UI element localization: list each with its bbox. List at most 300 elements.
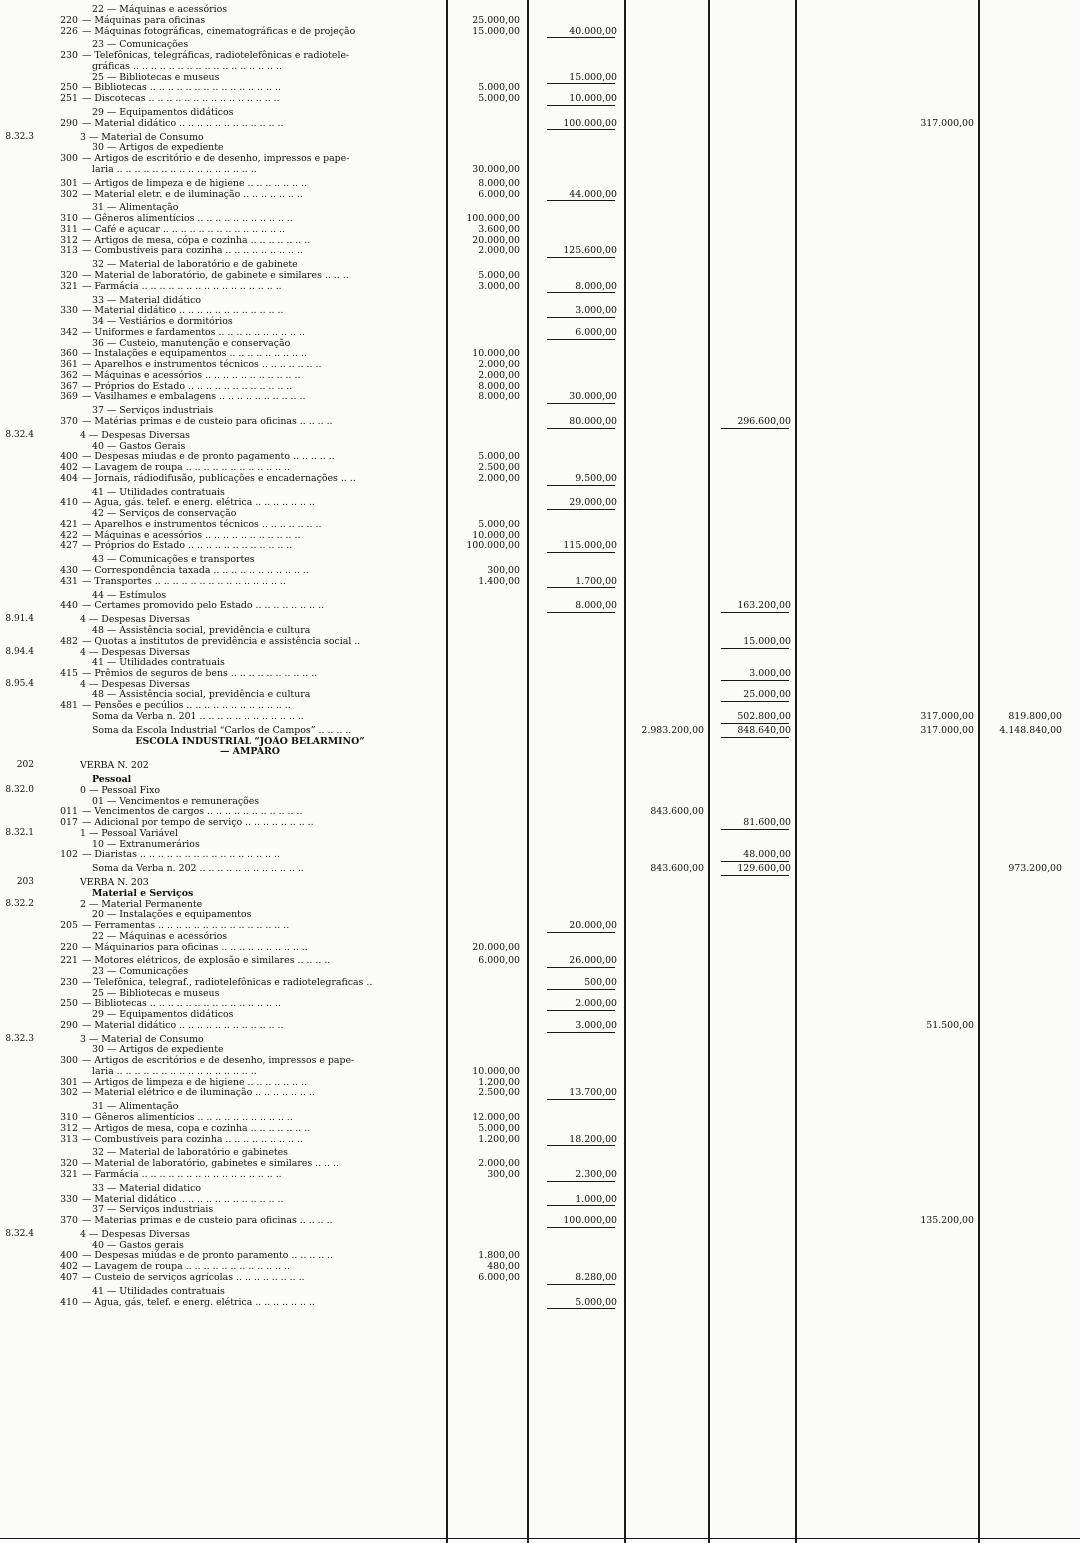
section-code: 8.32.0 <box>5 784 34 795</box>
ledger-row <box>0 679 1080 690</box>
ledger-row <box>0 998 1080 1009</box>
subtotal-rule <box>547 485 615 486</box>
item-amount: 300,00 <box>487 1168 520 1180</box>
ledger-row <box>0 1101 1080 1112</box>
ledger-row <box>0 636 1080 647</box>
ledger-row <box>0 1112 1080 1123</box>
item-code: 017 <box>60 817 78 828</box>
ledger-row <box>0 132 1080 143</box>
ledger-row <box>0 1240 1080 1251</box>
item-label: 37 — Serviços industriais <box>92 405 214 417</box>
item-amount: 10.000,00 <box>472 348 520 360</box>
ledger-row <box>0 1229 1080 1240</box>
item-label: 29 — Equipamentos didáticos <box>92 1009 234 1020</box>
item-amount: 10.000,00 <box>472 1065 520 1077</box>
ledger-row <box>0 1066 1080 1077</box>
item-label: 33 — Material didatico <box>92 1182 202 1194</box>
item-label: 10 — Extranumerários <box>92 838 200 850</box>
element-total: 3.000,00 <box>749 667 791 679</box>
group-subtotal: 100.000,00 <box>563 1215 617 1226</box>
item-code: 302 <box>60 1087 78 1099</box>
item-label: 33 — Material didático <box>92 294 202 306</box>
item-amount: 1.200,00 <box>478 1133 520 1145</box>
section-code: 8.91.4 <box>5 614 34 625</box>
subtotal-rule <box>547 1145 615 1146</box>
item-code: 320 <box>60 1158 78 1170</box>
group-subtotal: 10.000,00 <box>569 93 617 104</box>
ledger-row <box>0 473 1080 484</box>
item-label: — Agua, gás. telef. e energ. elétrica .. .. .. .. .. .. .. <box>82 497 315 509</box>
ledger-row <box>0 416 1080 427</box>
item-label: — Correspondência taxada .. .. .. .. .. .. .. .. .. .. .. <box>82 565 309 576</box>
group-subtotal: 30.000,00 <box>569 391 617 403</box>
group-subtotal: 3.000,00 <box>575 305 617 317</box>
item-label: 41 — Utilidades contratuais <box>92 657 225 669</box>
item-code: 321 <box>60 280 78 292</box>
item-label: — Próprios do Estado .. .. .. .. .. .. .. .. .. .. .. .. <box>82 540 293 552</box>
bottom-rule <box>0 1538 1080 1539</box>
item-label: 22 — Máquinas e acessórios <box>92 930 228 942</box>
item-code: 102 <box>60 849 78 861</box>
verba-total: 4.148.840,00 <box>999 724 1062 736</box>
ledger-row <box>0 508 1080 519</box>
item-amount: 5.000,00 <box>478 518 520 530</box>
ledger-row <box>0 736 1080 747</box>
ledger-row <box>0 1272 1080 1283</box>
item-amount: 6.000,00 <box>478 955 520 967</box>
section-code: 8.32.4 <box>5 1228 34 1239</box>
item-label: 4 — Despesas Diversas <box>80 678 190 690</box>
item-label: — Despesas miúdas e de pronto paramento .. .. .. .. .. <box>82 1250 334 1262</box>
ledger-row <box>0 920 1080 931</box>
ledger-row <box>0 1204 1080 1215</box>
group-subtotal: 115.000,00 <box>563 540 617 552</box>
ledger-row <box>0 590 1080 601</box>
item-amount: 8.000,00 <box>478 391 520 403</box>
item-code: 321 <box>60 1168 78 1180</box>
item-label: 4 — Despesas Diversas <box>80 429 190 441</box>
item-label: — Farmácia .. .. .. .. .. .. .. .. .. .. .. .. .. .. .. .. <box>82 280 282 292</box>
item-label: 31 — Alimentação <box>92 202 179 214</box>
material-total: 51.500,00 <box>926 1019 974 1031</box>
ledger-row <box>0 909 1080 920</box>
item-amount: 25.000,00 <box>472 14 520 26</box>
group-subtotal: 20.000,00 <box>569 920 617 931</box>
ledger-row <box>0 988 1080 999</box>
ledger-row <box>0 1034 1080 1045</box>
ledger-row <box>0 430 1080 441</box>
item-code: 301 <box>60 177 78 189</box>
ledger-row <box>0 213 1080 224</box>
item-label: — Máquinas fotográficas, cinematográficas e de projeção <box>82 25 356 37</box>
ledger-row <box>0 142 1080 153</box>
subtotal-rule <box>547 105 615 106</box>
item-code: 430 <box>60 565 78 576</box>
item-code: 301 <box>60 1076 78 1088</box>
item-label: Soma da Verba n. 202 .. .. .. .. .. .. .. .. .. .. .. .. <box>92 863 304 875</box>
ledger-row <box>0 774 1080 785</box>
item-code: 302 <box>60 188 78 200</box>
item-amount: 2.000,00 <box>478 1158 520 1170</box>
group-subtotal: 1.000,00 <box>575 1193 617 1205</box>
item-amount: 480,00 <box>487 1261 520 1273</box>
item-code: 250 <box>60 998 78 1010</box>
item-amount: 3.000,00 <box>478 280 520 292</box>
group-subtotal: 8.000,00 <box>575 600 617 612</box>
group-subtotal: 8.280,00 <box>575 1271 617 1283</box>
ledger-row <box>0 576 1080 587</box>
item-label: — Artigos de mesa, cópa e cozinha .. .. .. .. .. .. .. <box>82 234 311 246</box>
item-code: 404 <box>60 472 78 484</box>
ledger-row <box>0 725 1080 736</box>
ledger-row <box>0 451 1080 462</box>
ledger-row <box>0 50 1080 61</box>
item-label: 23 — Comunicações <box>92 39 189 51</box>
ledger-row <box>0 1169 1080 1180</box>
item-label: 29 — Equipamentos didáticos <box>92 107 234 118</box>
ledger-row <box>0 178 1080 189</box>
section-code: 8.95.4 <box>5 678 34 689</box>
item-amount: 5.000,00 <box>478 451 520 463</box>
item-label: — Lavagem de roupa .. .. .. .. .. .. .. .. .. .. .. .. <box>82 462 291 473</box>
item-label: — Diaristas .. .. .. .. .. .. .. .. .. .. .. .. .. .. .. .. <box>82 849 280 861</box>
item-code: 402 <box>60 1261 78 1273</box>
item-label: 48 — Assistência social, previdência e cultura <box>92 625 311 636</box>
item-amount: 5.000,00 <box>478 1122 520 1134</box>
ledger-row <box>0 828 1080 839</box>
ledger-row <box>0 370 1080 381</box>
group-subtotal: 2.300,00 <box>575 1168 617 1180</box>
ledger-row <box>0 863 1080 874</box>
item-code: 320 <box>60 270 78 281</box>
item-amount: 20.000,00 <box>472 941 520 953</box>
item-label: — Certames promovido pelo Estado .. .. .. .. .. .. .. .. <box>82 600 325 612</box>
item-code: 226 <box>60 25 78 37</box>
item-code: 481 <box>60 700 78 712</box>
item-label: — Água, gás, telef. e energ. elétrica .. .. .. .. .. .. .. <box>82 1296 315 1308</box>
pessoal-total: 843.600,00 <box>650 863 704 875</box>
item-label: 40 — Gastos Gerais <box>92 440 186 452</box>
item-label: 32 — Material de laboratório e de gabinete <box>92 259 298 271</box>
ledger-row <box>0 806 1080 817</box>
item-code: 407 <box>60 1271 78 1283</box>
ledger-row <box>0 839 1080 850</box>
item-label: — Custeio de serviços agrícolas .. .. .. .. .. .. .. .. <box>82 1271 305 1283</box>
element-total: 15.000,00 <box>743 635 791 647</box>
section-code: 8.32.3 <box>5 131 34 142</box>
item-label: ESCOLA INDUSTRIAL “JOÃO BELARMINO” <box>135 735 365 747</box>
item-code: 361 <box>60 359 78 370</box>
ledger-row <box>0 295 1080 306</box>
item-label: 3 — Material de Consumo <box>80 131 204 143</box>
group-subtotal: 1.700,00 <box>575 575 617 587</box>
item-label: — Motores elétricos, de explosão e similares .. .. .. .. <box>82 955 331 967</box>
item-code: 370 <box>60 415 78 427</box>
ledger-row <box>0 1134 1080 1145</box>
item-label: 25 — Bibliotecas e museus <box>92 71 220 83</box>
subtotal-rule <box>547 612 615 613</box>
item-amount: 20.000,00 <box>472 234 520 246</box>
item-label: — Material didático .. .. .. .. .. .. .. .. .. .. .. .. <box>82 1019 284 1031</box>
item-label: 44 — Estímulos <box>92 589 167 601</box>
item-code: 422 <box>60 529 78 541</box>
ledger-row <box>0 462 1080 473</box>
item-label: — AMPARO <box>220 746 280 758</box>
item-code: 410 <box>60 1296 78 1308</box>
item-amount: 5.000,00 <box>478 270 520 281</box>
ledger-row <box>0 796 1080 807</box>
item-amount: 6.000,00 <box>478 188 520 200</box>
section-code: 8.32.4 <box>5 429 34 440</box>
item-label: — Material de laboratório, gabinetes e similares .. .. .. <box>82 1158 339 1170</box>
item-amount: 2.000,00 <box>478 245 520 257</box>
item-label: — Material didático .. .. .. .. .. .. .. .. .. .. .. .. <box>82 117 284 129</box>
group-subtotal: 18.200,00 <box>569 1133 617 1145</box>
ledger-row <box>0 1044 1080 1055</box>
item-label: — Máquinas e acessórios .. .. .. .. .. .. .. .. .. .. .. <box>82 529 301 541</box>
element-total: 502.800,00 <box>737 710 791 722</box>
item-label: — Quotas a institutos de previdência e assistência social .. <box>82 635 361 647</box>
item-label: — Combustíveis para cozinha .. .. .. .. .. .. .. .. .. <box>82 1133 303 1145</box>
material-total: 317.000,00 <box>920 117 974 129</box>
item-label: — Aparelhos e instrumentos técnicos .. .. .. .. .. .. .. <box>82 359 322 370</box>
item-label: 1 — Pessoal Variável <box>80 827 178 839</box>
ledger-row <box>0 966 1080 977</box>
group-subtotal: 6.000,00 <box>575 326 617 338</box>
ledger-row <box>0 487 1080 498</box>
item-label: gráficas .. .. .. .. .. .. .. .. .. .. .. .. .. .. .. .. .. <box>92 60 282 72</box>
item-code: 482 <box>60 635 78 647</box>
item-amount: 5.000,00 <box>478 82 520 94</box>
item-label: — Matérias primas e de custeio para oficinas .. .. .. .. <box>82 415 333 427</box>
item-label: — Lavagem de roupa .. .. .. .. .. .. .. .. .. .. .. .. <box>82 1261 291 1273</box>
subtotal-rule <box>547 1284 615 1285</box>
item-label: Soma da Verba n. 201 .. .. .. .. .. .. .. .. .. .. .. .. <box>92 710 304 722</box>
ledger-row <box>0 565 1080 576</box>
item-label: VERBA N. 202 <box>80 760 149 772</box>
material-total: 317.000,00 <box>920 724 974 736</box>
subtotal-rule <box>547 200 615 201</box>
subtotal-rule <box>547 1181 615 1182</box>
ledger-row <box>0 1087 1080 1098</box>
subtotal-rule <box>547 1227 615 1228</box>
subtotal-rule <box>721 612 789 613</box>
ledger-row <box>0 888 1080 899</box>
item-code: 342 <box>60 326 78 338</box>
item-code: 290 <box>60 117 78 129</box>
item-label: — Telefônica, telegraf., radiotelefônicas e radiotelegraficas .. <box>82 976 373 988</box>
material-total: 135.200,00 <box>920 1215 974 1226</box>
ledger-row <box>0 540 1080 551</box>
subtotal-rule <box>721 428 789 429</box>
ledger-row <box>0 1183 1080 1194</box>
ledger-row <box>0 746 1080 757</box>
item-label: — Café e açucar .. .. .. .. .. .. .. .. .. .. .. .. .. .. <box>82 223 286 235</box>
group-subtotal: 40.000,00 <box>569 25 617 37</box>
item-label: — Prêmios de seguros de bens .. .. .. .. .. .. .. .. .. .. <box>82 667 318 679</box>
item-code: 369 <box>60 391 78 403</box>
ledger-row <box>0 849 1080 860</box>
item-amount: 8.000,00 <box>478 177 520 189</box>
group-subtotal: 29.000,00 <box>569 497 617 509</box>
subtotal-rule <box>547 292 615 293</box>
ledger-row <box>0 359 1080 370</box>
ledger-row <box>0 391 1080 402</box>
item-label: 3 — Material de Consumo <box>80 1033 204 1045</box>
item-code: 440 <box>60 600 78 612</box>
element-total: 81.600,00 <box>743 817 791 828</box>
ledger-row <box>0 1020 1080 1031</box>
item-amount: 30.000,00 <box>472 163 520 175</box>
item-label: — Gêneros alimentícios .. .. .. .. .. .. .. .. .. .. .. <box>82 1112 293 1123</box>
ledger-row <box>0 625 1080 636</box>
ledger-row <box>0 942 1080 953</box>
item-amount: 2.500,00 <box>478 462 520 473</box>
item-code: 312 <box>60 1122 78 1134</box>
item-label: 41 — Utilidades contratuais <box>92 1285 225 1297</box>
ledger-row <box>0 785 1080 796</box>
ledger-row <box>0 1194 1080 1205</box>
section-code: 8.32.1 <box>5 827 34 838</box>
item-code: 410 <box>60 497 78 509</box>
item-amount: 5.000,00 <box>478 93 520 104</box>
item-amount: 15.000,00 <box>472 25 520 37</box>
subtotal-rule <box>547 1308 615 1309</box>
item-label: — Artigos de limpeza e de higiene .. .. .. .. .. .. .. <box>82 1076 308 1088</box>
item-label: laria .. .. .. .. .. .. .. .. .. .. .. .. .. .. .. .. <box>92 1065 257 1077</box>
item-label: — Vencimentos de cargos .. .. .. .. .. .. .. .. .. .. .. <box>82 806 303 818</box>
subtotal-rule <box>547 1099 615 1100</box>
item-label: — Discotecas .. .. .. .. .. .. .. .. .. .. .. .. .. .. .. <box>82 93 280 104</box>
ledger-row <box>0 519 1080 530</box>
item-label: — Combustíveis para cozinha .. .. .. .. .. .. .. .. .. <box>82 245 303 257</box>
group-subtotal: 5.000,00 <box>575 1296 617 1308</box>
ledger-row <box>0 348 1080 359</box>
item-code: 400 <box>60 1250 78 1262</box>
item-amount: 1.400,00 <box>478 575 520 587</box>
group-subtotal: 80.000,00 <box>569 415 617 427</box>
item-label: — Ferramentas .. .. .. .. .. .. .. .. .. .. .. .. .. .. .. <box>82 920 290 931</box>
item-amount: 300,00 <box>487 565 520 576</box>
item-label: 22 — Máquinas e acessórios <box>92 4 228 15</box>
item-label: Pessoal <box>92 774 132 786</box>
ledger-row <box>0 497 1080 508</box>
subtotal-rule <box>721 875 789 876</box>
item-label: 40 — Gastos gerais <box>92 1239 184 1251</box>
item-label: 34 — Vestiários e dormitórios <box>92 316 233 328</box>
pessoal-total: 843.600,00 <box>650 806 704 818</box>
ledger-row <box>0 39 1080 50</box>
item-amount: 8.000,00 <box>478 380 520 392</box>
item-label: — Material didático .. .. .. .. .. .. .. .. .. .. .. .. <box>82 1193 284 1205</box>
element-total: 163.200,00 <box>737 600 791 612</box>
ledger-row <box>0 281 1080 292</box>
item-label: — Artigos de escritórios e de desenho, impressos e pape- <box>82 1055 355 1067</box>
ledger-row <box>0 270 1080 281</box>
ledger-row <box>0 668 1080 679</box>
group-subtotal: 500,00 <box>584 976 617 988</box>
section-code: 8.94.4 <box>5 646 34 657</box>
ledger-row <box>0 381 1080 392</box>
ledger-row <box>0 15 1080 26</box>
item-label: — Transportes .. .. .. .. .. .. .. .. .. .. .. .. .. .. .. <box>82 575 286 587</box>
material-total: 317.000,00 <box>920 710 974 722</box>
subtotal-rule <box>547 37 615 38</box>
item-label: — Máquinarios para oficinas .. .. .. .. .. .. .. .. .. .. <box>82 941 308 953</box>
item-label: — Aparelhos e instrumentos técnicos .. .. .. .. .. .. .. <box>82 518 322 530</box>
item-amount: 3.600,00 <box>478 223 520 235</box>
ledger-row <box>0 877 1080 888</box>
item-label: VERBA N. 203 <box>80 877 149 889</box>
item-code: 300 <box>60 1055 78 1067</box>
ledger-row <box>0 235 1080 246</box>
item-label: — Artigos de mesa, copa e cozinha .. .. .. .. .. .. .. <box>82 1122 311 1134</box>
item-code: 220 <box>60 941 78 953</box>
item-code: 251 <box>60 93 78 104</box>
ledger-row <box>0 899 1080 910</box>
item-amount: 2.000,00 <box>478 472 520 484</box>
item-amount: 2.000,00 <box>478 369 520 381</box>
ledger-row <box>0 530 1080 541</box>
item-amount: 1.800,00 <box>478 1250 520 1262</box>
ledger-row <box>0 1123 1080 1134</box>
item-label: — Instalações e equipamentos .. .. .. .. .. .. .. .. .. <box>82 348 307 360</box>
ledger-row <box>0 1055 1080 1066</box>
item-label: — Bibliotecas .. .. .. .. .. .. .. .. .. .. .. .. .. .. .. <box>82 998 281 1010</box>
item-label: — Material didático .. .. .. .. .. .. .. .. .. .. .. .. <box>82 305 284 317</box>
item-code: 400 <box>60 451 78 463</box>
item-label: — Máquinas para oficinas <box>82 14 206 26</box>
item-label: — Uniformes e fardamentos .. .. .. .. .. .. .. .. .. .. <box>82 326 305 338</box>
item-label: 25 — Bibliotecas e museus <box>92 987 220 999</box>
item-label: — Artigos de escritório e de desenho, impressos e pape- <box>82 153 350 165</box>
item-label: 30 — Artigos de expediente <box>92 142 224 154</box>
ledger-row <box>0 327 1080 338</box>
subtotal-rule <box>547 587 615 588</box>
ledger-row <box>0 760 1080 771</box>
verba-total: 819.800,00 <box>1008 710 1062 722</box>
item-label: Material e Serviços <box>92 887 194 899</box>
group-subtotal: 26.000,00 <box>569 955 617 967</box>
item-label: 4 — Despesas Diversas <box>80 1228 190 1240</box>
item-code: 370 <box>60 1215 78 1226</box>
item-amount: 100.000,00 <box>466 213 520 225</box>
subtotal-rule <box>547 552 615 553</box>
item-label: — Máquinas e acessórios .. .. .. .. .. .. .. .. .. .. .. <box>82 369 301 381</box>
ledger-row <box>0 711 1080 722</box>
section-code: 8.32.2 <box>5 898 34 909</box>
group-subtotal: 100.000,00 <box>563 117 617 129</box>
ledger-row <box>0 817 1080 828</box>
ledger-row <box>0 316 1080 327</box>
item-code: 330 <box>60 305 78 317</box>
item-code: 311 <box>60 223 78 235</box>
element-total: 48.000,00 <box>743 849 791 861</box>
ledger-row <box>0 164 1080 175</box>
group-subtotal: 9.500,00 <box>575 472 617 484</box>
ledger-row <box>0 107 1080 118</box>
item-code: 230 <box>60 50 78 62</box>
item-amount: 12.000,00 <box>472 1112 520 1123</box>
item-amount: 6.000,00 <box>478 1271 520 1283</box>
ledger-row <box>0 72 1080 83</box>
item-code: 310 <box>60 213 78 225</box>
element-total: 848.640,00 <box>737 724 791 736</box>
item-code: 402 <box>60 462 78 473</box>
ledger-row <box>0 441 1080 452</box>
verba-total: 973.200,00 <box>1008 863 1062 875</box>
item-code: 290 <box>60 1019 78 1031</box>
